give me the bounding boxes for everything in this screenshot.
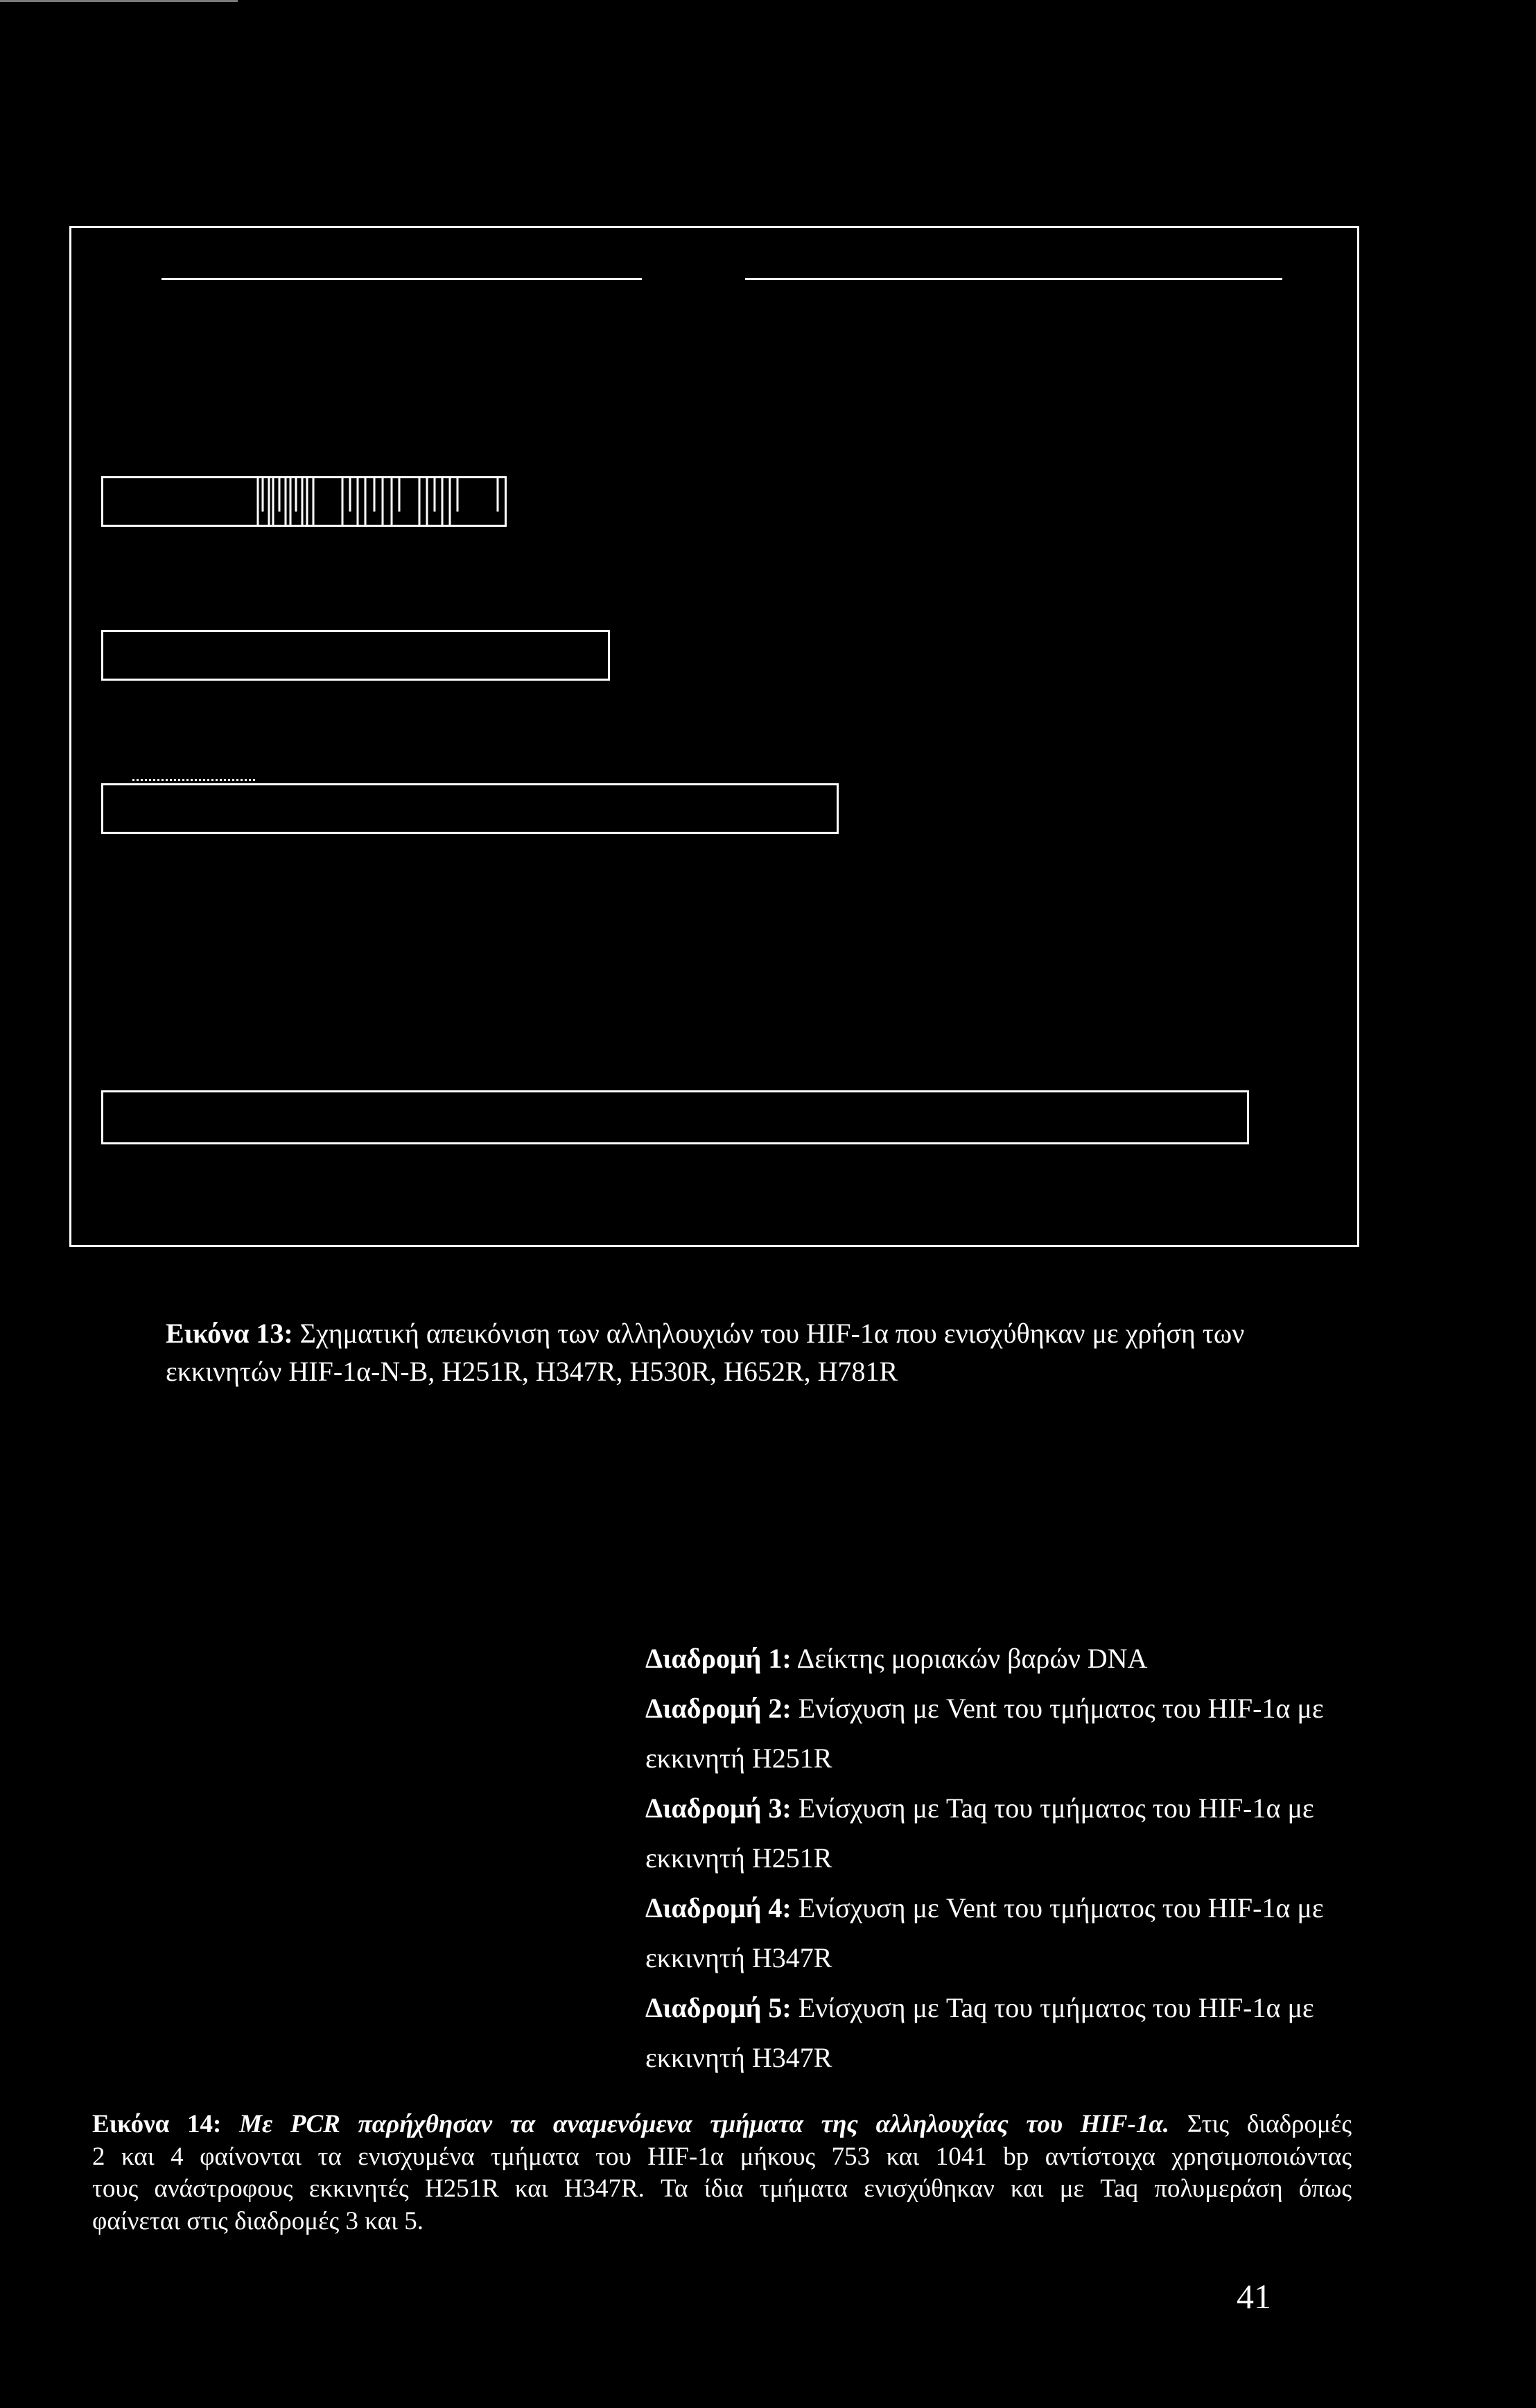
lane-5-line <box>645 1983 1324 2033</box>
amplicon-bar-2 <box>101 630 610 681</box>
figure-14-caption <box>92 2109 1352 2237</box>
lane-1-line <box>645 1634 1324 1684</box>
caption-14-line-2: 2 και 4 φαίνονται τα ενισχυμένα τμήματα του HIF-1α μήκους 753 και 1041 bp αντίστοιχα χρησιμοποιώντας <box>92 2142 1352 2171</box>
lane-2-continuation: εκκινητή H251R <box>645 1743 832 1774</box>
sequence-line-right <box>745 278 1282 280</box>
scan-edge-line <box>0 0 238 2</box>
lane-5-continuation: εκκινητή H347R <box>645 2042 832 2073</box>
lane-3-label: Διαδρομή 3: <box>645 1792 792 1824</box>
lane-1-description: Δείκτης μοριακών βαρών DNA <box>796 1643 1148 1674</box>
page-number: 41 <box>1237 2277 1271 2316</box>
amplicon-1-tick-marks <box>103 478 505 525</box>
caption-13-line-2: εκκινητών HIF-1α-N-B, H251R, H347R, H530R, H652R, H781R <box>166 1356 898 1387</box>
caption-14-line-4: φαίνεται στις διαδρομές 3 και 5. <box>92 2206 424 2235</box>
lane-2-label: Διαδρομή 2: <box>645 1693 792 1724</box>
lane-5-label: Διαδρομή 5: <box>645 1992 792 2023</box>
caption-13-text-1: Σχηματική απεικόνιση των αλληλουχιών του HIF-1α που ενισχύθηκαν με χρήση των <box>299 1318 1245 1349</box>
lane-4-continuation: εκκινητή H347R <box>645 1942 832 1973</box>
amplicon-bar-4 <box>101 1090 1249 1144</box>
caption-14-title: Με PCR παρήχθησαν τα αναμενόμενα τμήματα της αλληλουχίας του HIF-1α. <box>239 2110 1170 2138</box>
lane-4-label: Διαδρομή 4: <box>645 1892 792 1923</box>
amplicon-bar-3 <box>101 783 839 834</box>
lane-3-line <box>645 1783 1324 1833</box>
lane-2-description: Ενίσχυση με Vent του τμήματος του HIF-1α με <box>798 1693 1324 1724</box>
lane-4-description: Ενίσχυση με Vent του τμήματος του HIF-1α με <box>798 1892 1324 1923</box>
lane-4-line <box>645 1883 1324 1933</box>
figure-13-caption <box>166 1314 1244 1390</box>
caption-14-line-3: τους ανάστροφους εκκινητές H251R και H347R. Τα ίδια τμήματα ενισχύθηκαν και με Taq πολυμεράση όπως <box>92 2174 1352 2203</box>
caption-13-line-1 <box>166 1314 1244 1352</box>
lane-3-continuation: εκκινητή H251R <box>645 1842 832 1874</box>
caption-13-label: Εικόνα 13: <box>166 1318 293 1349</box>
lane-2-line <box>645 1684 1324 1734</box>
lane-3-description: Ενίσχυση με Taq του τμήματος του HIF-1α με <box>798 1792 1314 1824</box>
lane-1-label: Διαδρομή 1: <box>645 1643 792 1674</box>
caption-14-label: Εικόνα 14: <box>92 2110 222 2138</box>
caption-14-line-1 <box>92 2109 1352 2141</box>
amplicon-bar-1 <box>101 476 507 527</box>
caption-14-line-1-rest: Στις διαδρομές <box>1187 2110 1352 2138</box>
lane-5-description: Ενίσχυση με Taq του τμήματος του HIF-1α με <box>798 1992 1314 2023</box>
dotted-segment <box>132 779 255 781</box>
lane-legend <box>645 1634 1324 2083</box>
figure-13-schematic-frame <box>69 226 1359 1247</box>
sequence-line-left <box>162 278 642 280</box>
